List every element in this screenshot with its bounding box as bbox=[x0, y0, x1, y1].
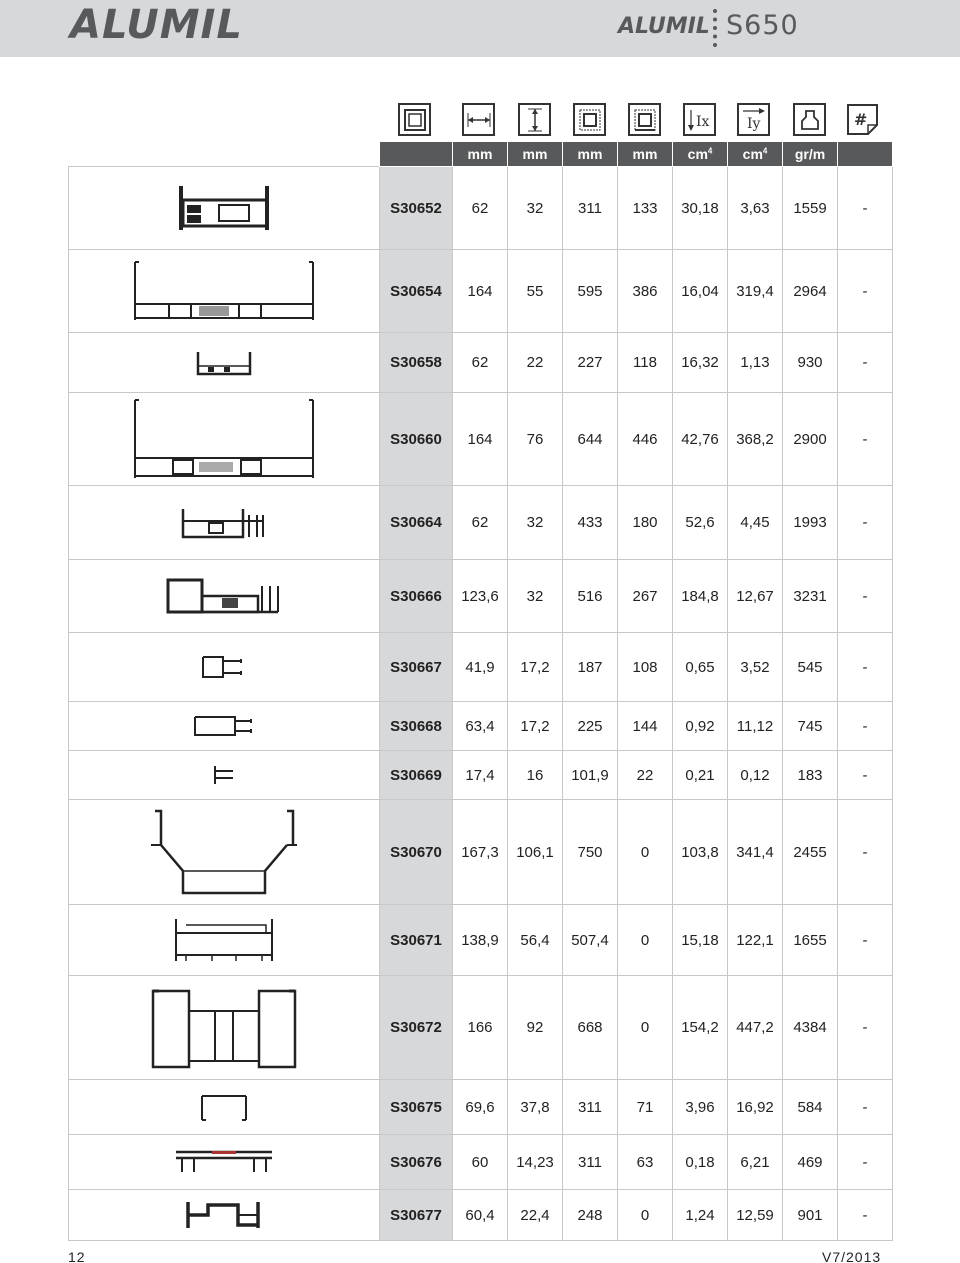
value-cell: 2900 bbox=[783, 393, 838, 486]
value-cell: 12,59 bbox=[728, 1190, 783, 1241]
unit-header: $cm^4$ bbox=[673, 142, 728, 167]
unit-header: mm bbox=[563, 142, 618, 167]
value-cell: 368,2 bbox=[728, 393, 783, 486]
reference-cell: - bbox=[838, 333, 893, 393]
value-cell: 0 bbox=[618, 905, 673, 976]
value-cell: 668 bbox=[563, 976, 618, 1080]
profile-drawing bbox=[69, 393, 380, 486]
value-cell: 469 bbox=[783, 1135, 838, 1190]
logo-separator bbox=[713, 9, 717, 47]
profile-drawing bbox=[69, 751, 380, 800]
value-cell: 750 bbox=[563, 800, 618, 905]
value-cell: 106,1 bbox=[508, 800, 563, 905]
profile-code: S30652 bbox=[380, 167, 453, 250]
table-row bbox=[69, 702, 893, 751]
value-cell: 92 bbox=[508, 976, 563, 1080]
profile-code: S30666 bbox=[380, 560, 453, 633]
reference-cell: - bbox=[838, 751, 893, 800]
table-row bbox=[69, 633, 893, 702]
value-cell: 0,92 bbox=[673, 702, 728, 751]
header-band bbox=[0, 0, 960, 57]
unit-header: mm bbox=[618, 142, 673, 167]
value-cell: 30,18 bbox=[673, 167, 728, 250]
width-dimension-icon bbox=[462, 103, 495, 136]
value-cell: 60 bbox=[453, 1135, 508, 1190]
value-cell: 60,4 bbox=[453, 1190, 508, 1241]
header-code-pad bbox=[380, 142, 453, 167]
value-cell: 56,4 bbox=[508, 905, 563, 976]
value-cell: 516 bbox=[563, 560, 618, 633]
profile-code: S30675 bbox=[380, 1080, 453, 1135]
value-cell: 319,4 bbox=[728, 250, 783, 333]
value-cell: 3,96 bbox=[673, 1080, 728, 1135]
value-cell: 446 bbox=[618, 393, 673, 486]
value-cell: 0,65 bbox=[673, 633, 728, 702]
value-cell: 0,12 bbox=[728, 751, 783, 800]
value-cell: 180 bbox=[618, 486, 673, 560]
moment-ix-icon bbox=[683, 103, 716, 136]
value-cell: 118 bbox=[618, 333, 673, 393]
profile-code: S30676 bbox=[380, 1135, 453, 1190]
reference-cell: - bbox=[838, 486, 893, 560]
value-cell: 32 bbox=[508, 167, 563, 250]
profile-drawing bbox=[69, 167, 380, 250]
value-cell: 138,9 bbox=[453, 905, 508, 976]
reference-cell: - bbox=[838, 905, 893, 976]
profile-code: S30667 bbox=[380, 633, 453, 702]
value-cell: 433 bbox=[563, 486, 618, 560]
value-cell: 22 bbox=[508, 333, 563, 393]
table-row bbox=[69, 800, 893, 905]
table-row bbox=[69, 393, 893, 486]
hash-icon bbox=[846, 103, 879, 136]
value-cell: 1993 bbox=[783, 486, 838, 560]
value-cell: 3231 bbox=[783, 560, 838, 633]
value-cell: 507,4 bbox=[563, 905, 618, 976]
value-cell: 154,2 bbox=[673, 976, 728, 1080]
svg-text:Ix: Ix bbox=[695, 113, 709, 130]
value-cell: 4,45 bbox=[728, 486, 783, 560]
profile-code: S30654 bbox=[380, 250, 453, 333]
profile-code: S30671 bbox=[380, 905, 453, 976]
value-cell: 248 bbox=[563, 1190, 618, 1241]
profile-drawing bbox=[69, 486, 380, 560]
value-cell: 22 bbox=[618, 751, 673, 800]
table-row bbox=[69, 333, 893, 393]
svg-text:#: # bbox=[854, 110, 868, 129]
value-cell: 11,12 bbox=[728, 702, 783, 751]
profile-code: S30658 bbox=[380, 333, 453, 393]
document-version: V7/2013 bbox=[822, 1249, 882, 1263]
value-cell: 101,9 bbox=[563, 751, 618, 800]
reference-cell: - bbox=[838, 393, 893, 486]
value-cell: 341,4 bbox=[728, 800, 783, 905]
value-cell: 108 bbox=[618, 633, 673, 702]
value-cell: 4384 bbox=[783, 976, 838, 1080]
profile-code: S30670 bbox=[380, 800, 453, 905]
value-cell: 2964 bbox=[783, 250, 838, 333]
profile-drawing bbox=[69, 633, 380, 702]
profile-drawing bbox=[69, 905, 380, 976]
value-cell: 16,32 bbox=[673, 333, 728, 393]
profile-drawing bbox=[69, 1190, 380, 1241]
value-cell: 62 bbox=[453, 486, 508, 560]
value-cell: 930 bbox=[783, 333, 838, 393]
value-cell: 225 bbox=[563, 702, 618, 751]
table-row bbox=[69, 1080, 893, 1135]
value-cell: 901 bbox=[783, 1190, 838, 1241]
value-cell: 183 bbox=[783, 751, 838, 800]
height-dimension-icon bbox=[518, 103, 551, 136]
value-cell: 166 bbox=[453, 976, 508, 1080]
value-cell: 144 bbox=[618, 702, 673, 751]
unit-header: gr/m bbox=[783, 142, 838, 167]
value-cell: 16,04 bbox=[673, 250, 728, 333]
weight-icon bbox=[793, 103, 826, 136]
value-cell: 386 bbox=[618, 250, 673, 333]
value-cell: 41,9 bbox=[453, 633, 508, 702]
value-cell: 267 bbox=[618, 560, 673, 633]
value-cell: 0,18 bbox=[673, 1135, 728, 1190]
profile-drawing bbox=[69, 1080, 380, 1135]
table-row bbox=[69, 905, 893, 976]
reference-cell: - bbox=[838, 1190, 893, 1241]
value-cell: 17,2 bbox=[508, 702, 563, 751]
value-cell: 644 bbox=[563, 393, 618, 486]
table-row bbox=[69, 486, 893, 560]
reference-cell: - bbox=[838, 1080, 893, 1135]
profile-drawing bbox=[69, 560, 380, 633]
unit-header: mm bbox=[508, 142, 563, 167]
value-cell: 17,4 bbox=[453, 751, 508, 800]
inner-perimeter-icon bbox=[628, 103, 661, 136]
reference-cell: - bbox=[838, 800, 893, 905]
value-cell: 52,6 bbox=[673, 486, 728, 560]
profile-table bbox=[68, 141, 893, 1241]
value-cell: 76 bbox=[508, 393, 563, 486]
page-number: 12 bbox=[68, 1249, 86, 1263]
value-cell: 311 bbox=[563, 1135, 618, 1190]
profile-code: S30677 bbox=[380, 1190, 453, 1241]
value-cell: 0,21 bbox=[673, 751, 728, 800]
table-row bbox=[69, 751, 893, 800]
profile-code: S30668 bbox=[380, 702, 453, 751]
value-cell: 15,18 bbox=[673, 905, 728, 976]
svg-text:Iy: Iy bbox=[746, 115, 760, 132]
outer-perimeter-icon bbox=[573, 103, 606, 136]
value-cell: 1,24 bbox=[673, 1190, 728, 1241]
value-cell: 32 bbox=[508, 560, 563, 633]
moment-iy-icon bbox=[737, 103, 770, 136]
profile-drawing bbox=[69, 976, 380, 1080]
reference-cell: - bbox=[838, 167, 893, 250]
value-cell: 6,21 bbox=[728, 1135, 783, 1190]
profile-height-icon bbox=[398, 103, 431, 136]
value-cell: 1,13 bbox=[728, 333, 783, 393]
value-cell: 184,8 bbox=[673, 560, 728, 633]
value-cell: 0 bbox=[618, 1190, 673, 1241]
table-row bbox=[69, 167, 893, 250]
value-cell: 3,63 bbox=[728, 167, 783, 250]
table-row bbox=[69, 560, 893, 633]
profile-code: S30664 bbox=[380, 486, 453, 560]
reference-cell: - bbox=[838, 560, 893, 633]
profile-drawing bbox=[69, 1135, 380, 1190]
value-cell: 22,4 bbox=[508, 1190, 563, 1241]
value-cell: 14,23 bbox=[508, 1135, 563, 1190]
value-cell: 16,92 bbox=[728, 1080, 783, 1135]
unit-header: $cm^4$ bbox=[728, 142, 783, 167]
profile-drawing bbox=[69, 800, 380, 905]
profile-code: S30660 bbox=[380, 393, 453, 486]
value-cell: 42,76 bbox=[673, 393, 728, 486]
profile-code: S30672 bbox=[380, 976, 453, 1080]
table-row bbox=[69, 250, 893, 333]
value-cell: 595 bbox=[563, 250, 618, 333]
value-cell: 32 bbox=[508, 486, 563, 560]
value-cell: 187 bbox=[563, 633, 618, 702]
units-header-row bbox=[69, 142, 893, 167]
value-cell: 0 bbox=[618, 976, 673, 1080]
value-cell: 133 bbox=[618, 167, 673, 250]
reference-cell: - bbox=[838, 250, 893, 333]
value-cell: 62 bbox=[453, 333, 508, 393]
value-cell: 164 bbox=[453, 250, 508, 333]
value-cell: 17,2 bbox=[508, 633, 563, 702]
value-cell: 16 bbox=[508, 751, 563, 800]
value-cell: 63,4 bbox=[453, 702, 508, 751]
value-cell: 103,8 bbox=[673, 800, 728, 905]
value-cell: 3,52 bbox=[728, 633, 783, 702]
header-pad bbox=[838, 142, 893, 167]
reference-cell: - bbox=[838, 1135, 893, 1190]
value-cell: 12,67 bbox=[728, 560, 783, 633]
table-row bbox=[69, 976, 893, 1080]
table-row bbox=[69, 1190, 893, 1241]
value-cell: 311 bbox=[563, 1080, 618, 1135]
series-name: S650 bbox=[726, 10, 799, 41]
value-cell: 63 bbox=[618, 1135, 673, 1190]
value-cell: 545 bbox=[783, 633, 838, 702]
value-cell: 167,3 bbox=[453, 800, 508, 905]
value-cell: 123,6 bbox=[453, 560, 508, 633]
value-cell: 1655 bbox=[783, 905, 838, 976]
value-cell: 447,2 bbox=[728, 976, 783, 1080]
profile-code: S30669 bbox=[380, 751, 453, 800]
brand-logo: ALUMIL bbox=[70, 2, 243, 48]
reference-cell: - bbox=[838, 702, 893, 751]
unit-header: mm bbox=[453, 142, 508, 167]
series-logo-brand: ALUMIL bbox=[618, 14, 710, 39]
value-cell: 69,6 bbox=[453, 1080, 508, 1135]
profile-drawing bbox=[69, 250, 380, 333]
value-cell: 164 bbox=[453, 393, 508, 486]
value-cell: 2455 bbox=[783, 800, 838, 905]
value-cell: 0 bbox=[618, 800, 673, 905]
value-cell: 227 bbox=[563, 333, 618, 393]
value-cell: 745 bbox=[783, 702, 838, 751]
reference-cell: - bbox=[838, 976, 893, 1080]
value-cell: 62 bbox=[453, 167, 508, 250]
value-cell: 584 bbox=[783, 1080, 838, 1135]
value-cell: 1559 bbox=[783, 167, 838, 250]
value-cell: 311 bbox=[563, 167, 618, 250]
profile-drawing bbox=[69, 702, 380, 751]
table-row bbox=[69, 1135, 893, 1190]
header-blank bbox=[69, 142, 380, 167]
profile-drawing bbox=[69, 333, 380, 393]
value-cell: 37,8 bbox=[508, 1080, 563, 1135]
value-cell: 55 bbox=[508, 250, 563, 333]
reference-cell: - bbox=[838, 633, 893, 702]
value-cell: 122,1 bbox=[728, 905, 783, 976]
value-cell: 71 bbox=[618, 1080, 673, 1135]
